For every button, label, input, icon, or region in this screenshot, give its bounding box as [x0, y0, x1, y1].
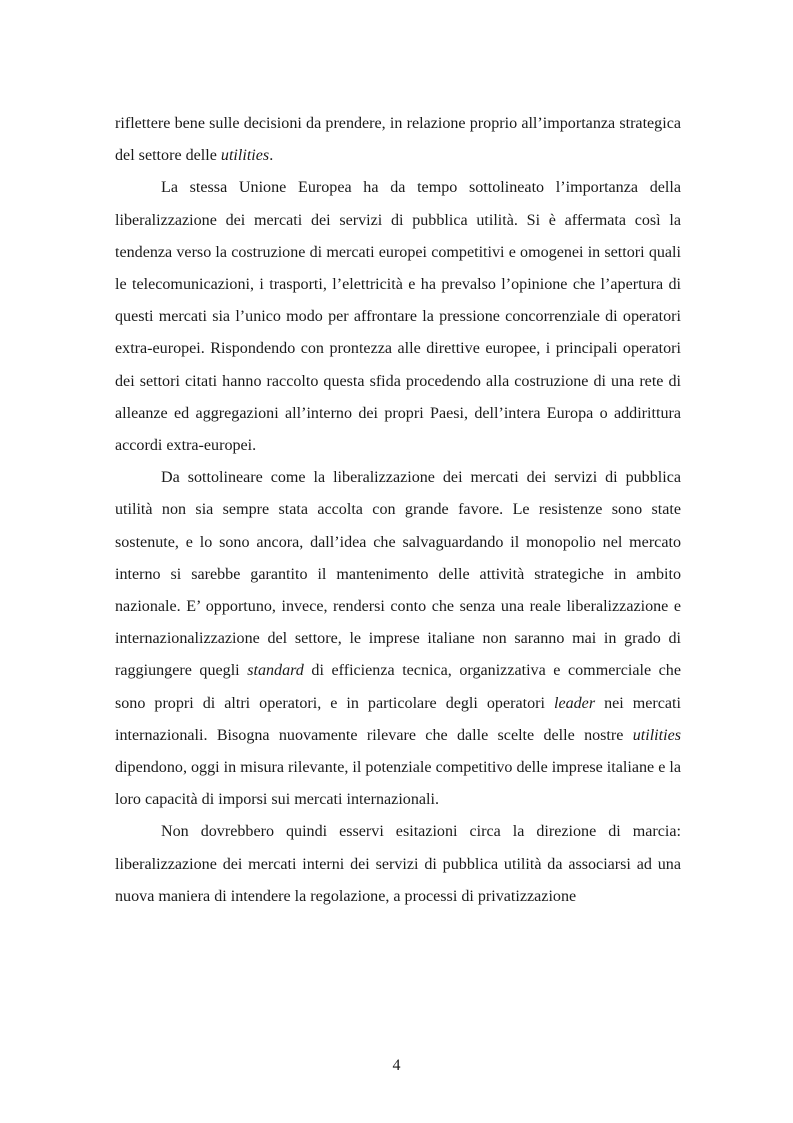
paragraph — [115, 462, 681, 816]
paragraph-text: Non dovrebbero quindi esservi esitazioni circa la direzione di marcia: liberalizzazione dei mercati interni dei servizi di pubblica utilità da associarsi ad una nuova maniera di intendere la regolazione, a processi di privatizzazione — [115, 823, 681, 905]
paragraph — [115, 108, 681, 172]
italic-term: leader — [553, 694, 596, 712]
paragraph — [115, 816, 681, 913]
paragraph-text: nei mercati internazionali. Bisogna nuovamente rilevare che dalle scelte delle nostre — [115, 694, 681, 744]
italic-term: utilities — [632, 726, 681, 744]
italic-term: utilities — [220, 147, 270, 165]
paragraph-text: riflettere bene sulle decisioni da prendere, in relazione proprio all’importanza strategica del settore delle — [115, 115, 681, 165]
paragraph-text: Da sottolineare come la liberalizzazione dei mercati dei servizi di pubblica utilità non sia sempre stata accolta con grande favore. Le resistenze sono state sostenute, e lo sono ancora, dall’idea che salvaguardando il monopolio nel mercato interno si sarebbe garantito il mantenimento delle attività strategiche in ambito nazionale. E’ opportuno, invece, rendersi conto che senza una reale liberalizzazione e internazionalizzazione del settore, le imprese italiane non saranno mai in grado di raggiungere quegli — [115, 469, 681, 680]
page-number: 4 — [392, 1057, 401, 1074]
paragraph-text: La stessa Unione Europea ha da tempo sottolineato l’importanza della liberalizzazione dei mercati dei servizi di pubblica utilità. Si è affermata così la tendenza verso la costruzione di mercati europei competitivi e omogenei in settori quali le telecomunicazioni, i trasporti, l’elettricità e ha prevalso l’opinione che l’apertura di questi mercati sia l’unico modo per affrontare la pressione concorrenziale di operatori extra-europei. Rispondendo con prontezza alle direttive europee, i principali operatori dei settori citati hanno raccolto questa sfida procedendo alla costruzione di una rete di alleanze ed aggregazioni all’interno dei propri Paesi, dell’intera Europa o addirittura accordi extra-europei. — [115, 179, 681, 455]
paragraph — [115, 172, 681, 462]
paragraph-text: di efficienza tecnica, organizzativa e commerciale che sono propri di altri operatori, e in particolare degli operatori — [115, 662, 681, 712]
paragraph-text: dipendono, oggi in misura rilevante, il potenziale competitivo delle imprese italiane e la loro capacità di imporsi sui mercati internazionali. — [115, 759, 681, 809]
paragraph-text: . — [269, 147, 274, 165]
document-body — [115, 108, 681, 913]
italic-term: standard — [247, 662, 304, 680]
